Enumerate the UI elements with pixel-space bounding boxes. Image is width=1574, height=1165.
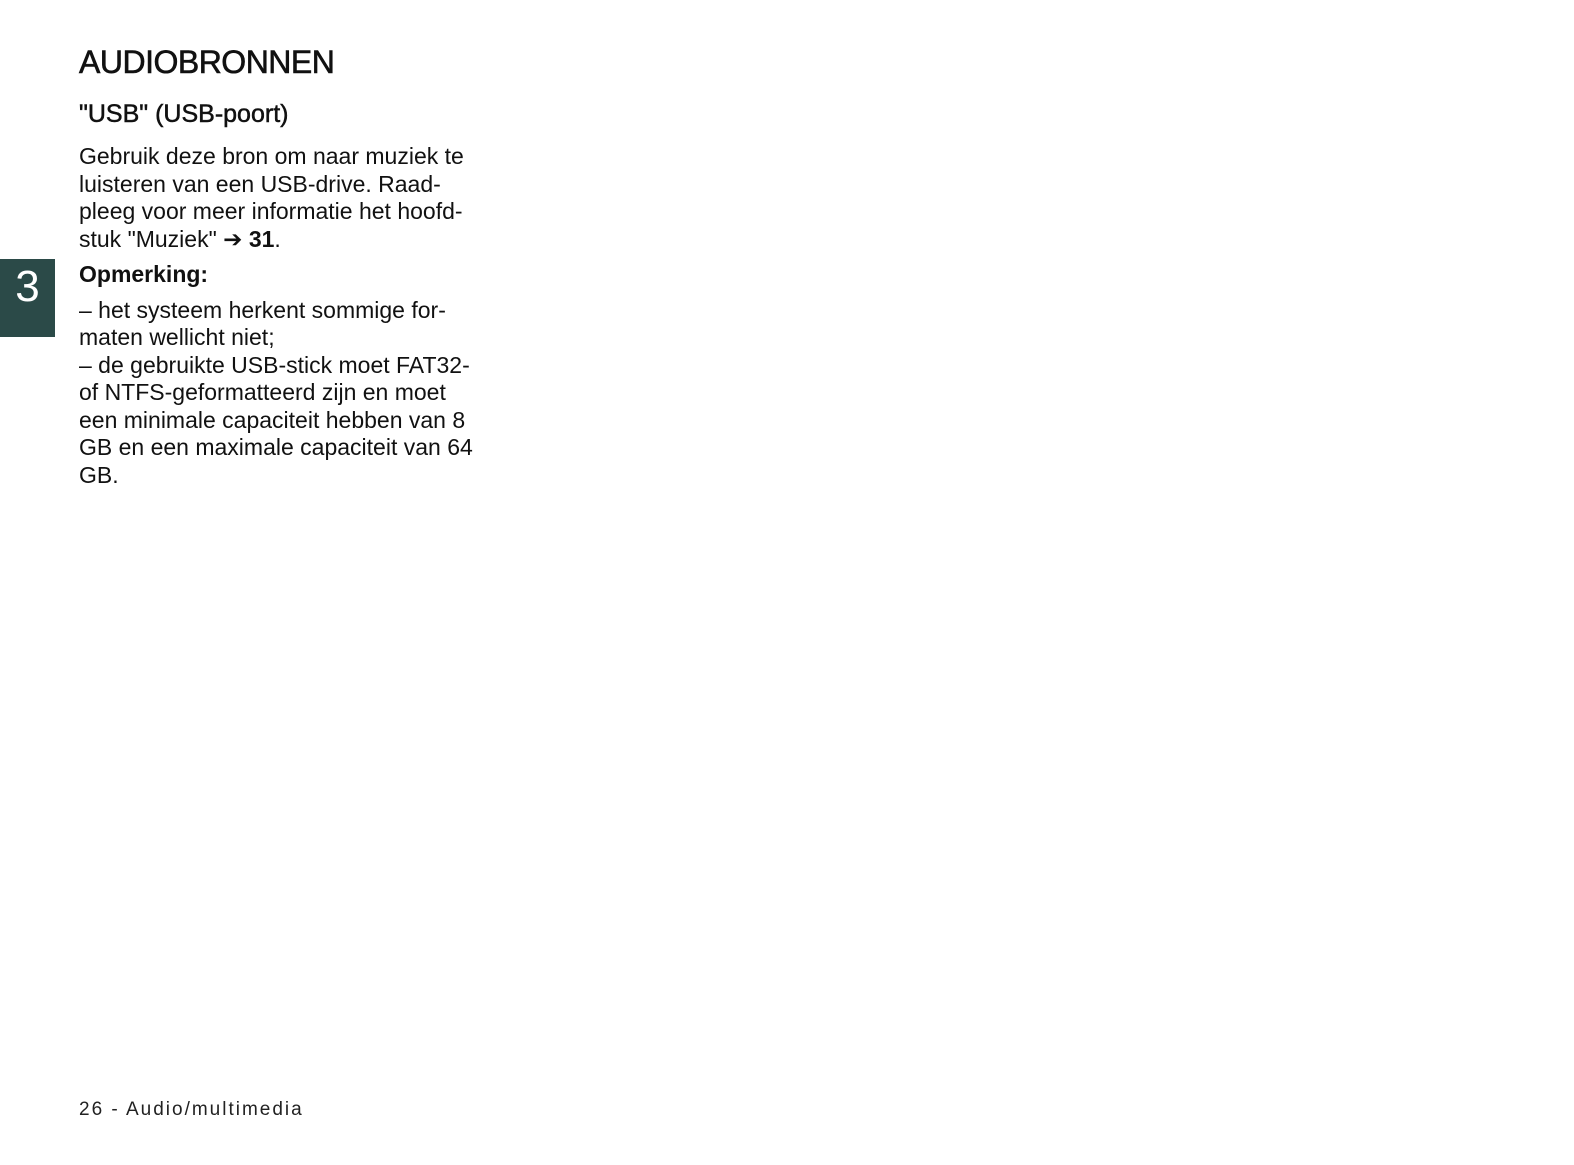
note-label: Opmerking: [79,261,209,287]
note-list [79,297,519,490]
note-line: maten wellicht niet; [79,324,275,350]
intro-line: pleeg voor meer informatie het hoofd- [79,198,463,224]
text-column [79,42,519,489]
chapter-number: 3 [15,262,40,311]
section-title: AUDIOBRONNEN [79,44,335,80]
note-line: een minimale capaciteit hebben van 8 [79,406,466,433]
intro-line-last [79,226,519,254]
intro-line: luisteren van een USB-drive. Raad- [79,170,441,197]
chapter-tab [0,259,55,337]
arrow-right-icon: ➔ [223,225,243,252]
note-line: – het systeem herkent sommige for- [79,296,446,323]
page-footer: 26 - Audio/multimedia [79,1099,304,1120]
intro-line: stuk "Muziek" [79,225,217,252]
note-line: – de gebruikte USB-stick moet FAT32- [79,351,470,378]
page-reference-link[interactable] [223,226,274,252]
intro-paragraph [79,143,519,253]
page-reference-number: 31 [248,225,275,252]
note-line: of NTFS-geformatteerd zijn en moet [79,379,446,405]
subsection-title: "USB" (USB-poort) [79,100,289,128]
sentence-end: . [274,225,281,252]
intro-line: Gebruik deze bron om naar muziek te [79,143,464,169]
note-line: GB en een maximale capaciteit van 64 [79,434,473,460]
note-line: GB. [79,461,119,488]
